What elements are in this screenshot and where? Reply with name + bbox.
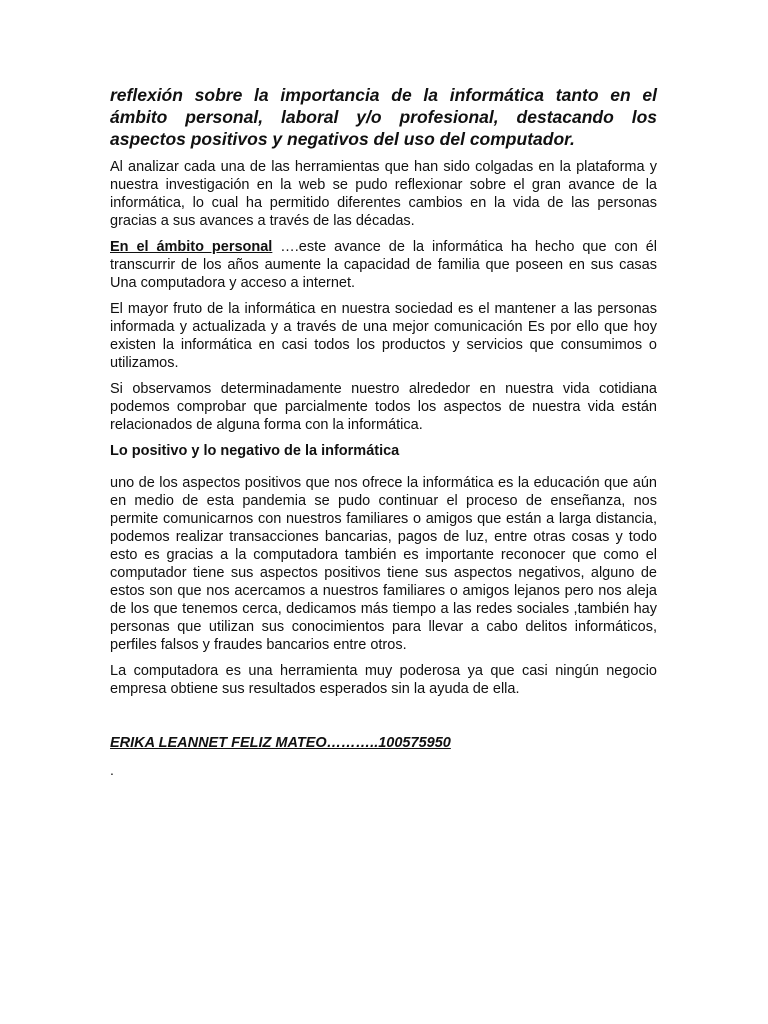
inline-heading-personal-scope: En el ámbito personal [110, 239, 273, 255]
trailing-dot: . [110, 762, 114, 778]
paragraph-personal-scope-text: ….este avance de la informática ha hecho que con él transcurrir de los años aumente la capacidad de familia que poseen en sus casas Una computadora y acceso a internet. [110, 239, 658, 291]
paragraph-intro: Al analizar cada una de las herramientas que han sido colgadas en la plataforma y nuestra investigación en la web se pudo reflexionar sobre el gran avance de la informática, lo cual ha permitido diferentes cambios en la vida de las personas gracias a sus avances a través de las décadas. [110, 159, 657, 229]
paragraph-conclusion: La computadora es una herramienta muy poderosa ya que casi ningún negocio empresa obtiene sus resultados esperados sin la ayuda de ella. [110, 663, 657, 697]
paragraph-society: El mayor fruto de la informática en nuestra sociedad es el mantener a las personas informada y actualizada y a través de una mejor comunicación Es por ello que hoy existen la informática en casi todos los productos y servicios que consumimos o utilizamos. [110, 301, 657, 371]
document-page [110, 84, 657, 778]
paragraph-personal-scope [110, 238, 657, 292]
author-signature: ERIKA LEANNET FELIZ MATEO………..100575950 [110, 735, 451, 751]
section-heading-positive-negative: Lo positivo y lo negativo de la informática [110, 443, 400, 459]
paragraph-daily-life: Si observamos determinadamente nuestro alrededor en nuestra vida cotidiana podemos comprobar que parcialmente todos los aspectos de nuestra vida están relacionados de alguna forma con la informática. [110, 381, 657, 433]
document-title: reflexión sobre la importancia de la informática tanto en el ámbito personal, laboral y/o profesional, destacando los aspectos positivos y negativos del uso del computador. [110, 85, 657, 149]
paragraph-positive-negative: uno de los aspectos positivos que nos ofrece la informática es la educación que aún en medio de esta pandemia se pudo continuar el proceso de enseñanza, nos permite comunicarnos con nuestros familiares o amigos que están a larga distancia, podemos realizar transacciones bancarias, pagos de luz, entre otras cosas y todo esto es gracias a la computadora también es importante reconocer que como el computador tiene sus aspectos positivos tiene sus aspectos negativos, alguno de estos son que nos acercamos a nuestros familiares o amigos lejanos pero nos aleja de los que tenemos cerca, dedicamos más tiempo a las redes sociales ,también hay personas que utilizan sus conocimientos para llevar a cabo delitos informáticos, perfiles falsos y fraudes bancarios entre otros. [110, 475, 657, 653]
